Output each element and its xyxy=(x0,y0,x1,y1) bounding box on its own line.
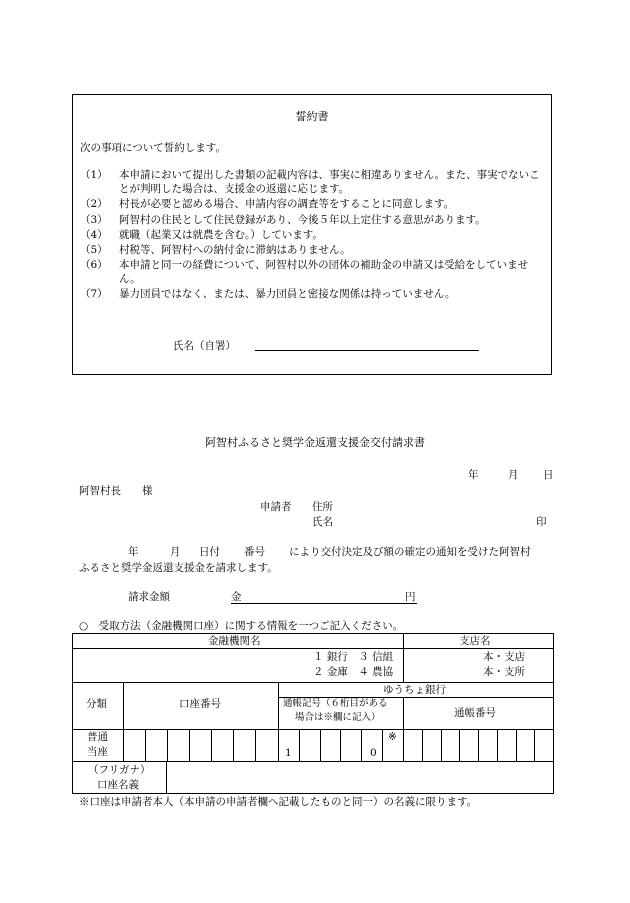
bank-account-table xyxy=(72,633,554,794)
pledge-item xyxy=(80,228,546,242)
address-label: 住所 xyxy=(312,501,333,513)
branch-name-header: 支店名 xyxy=(459,635,491,647)
name-label: 氏名 xyxy=(312,516,333,528)
pledge-item xyxy=(80,243,546,257)
yucho-header: ゆうちょ銀行 xyxy=(383,684,446,696)
pledge-item xyxy=(80,213,546,227)
pledge-item-text: 村税等、阿智村への納付金に滞納はありません。 xyxy=(119,243,351,256)
body-number: 番号 xyxy=(244,546,265,558)
bank-name-header: 金融機関名 xyxy=(208,635,261,647)
pledge-item xyxy=(80,168,546,196)
category-header: 分類 xyxy=(86,698,107,710)
pledge-item-number: （2） xyxy=(80,198,108,211)
branch-type-2[interactable]: 本・支所 xyxy=(483,666,525,678)
passbook-symbol-line2: 場合は※欄に記入） xyxy=(295,712,381,723)
pledge-item-text: 本申請において提出した書類の記載内容は、事実に相違ありません。また、事実でないことが判明した場合は、支援金の返還に応じます。 xyxy=(119,169,540,196)
account-number-header: 口座番号 xyxy=(179,698,221,710)
date-day: 日 xyxy=(543,469,554,481)
pledge-item-number: （1） xyxy=(80,169,108,181)
signature-label: 氏名（自署） xyxy=(173,340,236,352)
receipt-method-note: ○ 受取方法（金融機関口座）に関する情報を一つご記入ください。 xyxy=(79,620,404,632)
holder-input[interactable] xyxy=(167,762,553,794)
body-date: 日付 xyxy=(199,546,220,558)
pledge-item xyxy=(80,287,546,301)
signature-line[interactable] xyxy=(255,350,479,351)
footer-note: ※口座は申請者本人（本申請の申請者欄へ記載したものと同一）の名義に限ります。 xyxy=(79,796,478,808)
passbook-symbol-zero: 0 xyxy=(370,747,377,759)
holder-label: 口座名義 xyxy=(97,779,139,791)
pledge-item-number: （7） xyxy=(80,288,108,301)
applicant-label: 申請者 xyxy=(260,501,292,513)
bank-type-line1[interactable]: １ 銀行 ３ 信組 xyxy=(313,651,394,663)
amount-label: 請求金額 xyxy=(128,591,170,603)
pledge-item xyxy=(80,258,546,286)
seal-mark: 印 xyxy=(536,516,547,528)
pledge-item-number: （6） xyxy=(80,259,108,272)
pledge-item-text: 就職（起業又は就農を含む。）しています。 xyxy=(119,228,323,241)
pledge-item xyxy=(80,197,546,211)
passbook-symbol-first-digit: 1 xyxy=(285,747,292,759)
pledge-intro: 次の事項について誓約します。 xyxy=(80,142,226,154)
pledge-item-number: （4） xyxy=(80,228,108,241)
passbook-number-header: 通帳番号 xyxy=(454,707,496,719)
type-ordinary[interactable]: 普通 xyxy=(87,731,108,743)
body-line2: ふるさと奨学金返還支援金を請求します。 xyxy=(79,562,278,574)
pledge-item-number: （5） xyxy=(80,243,108,256)
pledge-item-number: （3） xyxy=(80,213,108,226)
pledge-item-text: 阿智村の住民として住民登録があり、今後５年以上定住する意思があります。 xyxy=(119,213,486,226)
amount-unit: 円 xyxy=(405,591,416,603)
body-month: 月 xyxy=(170,546,181,558)
bank-type-line2[interactable]: ２ 金庫 ４ 農協 xyxy=(313,666,394,678)
asterisk-mark: ※ xyxy=(388,731,397,743)
addressee: 阿智村長 様 xyxy=(79,485,153,497)
amount-prefix: 金 xyxy=(231,591,242,603)
body-year: 年 xyxy=(128,546,139,558)
pledge-item-text: 村長が必要と認める場合、申請内容の調査等をすることに同意します。 xyxy=(119,198,455,211)
pledge-item-list xyxy=(80,168,546,303)
date-year: 年 xyxy=(468,469,479,481)
pledge-item-text: 暴力団員ではなく、または、暴力団員と密接な関係は持っていません。 xyxy=(119,288,456,301)
amount-input-line[interactable] xyxy=(231,603,417,604)
pledge-title: 誓約書 xyxy=(295,110,329,123)
branch-type-1[interactable]: 本・支店 xyxy=(483,651,525,663)
type-current[interactable]: 当座 xyxy=(87,746,108,758)
passbook-symbol-line1: 通帳記号（６桁目がある xyxy=(283,698,388,709)
pledge-item-text: 本申請と同一の経費について、阿智村以外の団体の補助金の申請又は受給をしていません。 xyxy=(119,259,529,286)
body-line1-rest: により交付決定及び額の確定の通知を受けた阿智村 xyxy=(289,546,531,558)
furigana-label: （フリガナ） xyxy=(88,764,151,776)
pledge-box xyxy=(72,94,552,375)
form-title: 阿智村ふるさと奨学金返還支援金交付請求書 xyxy=(205,436,425,449)
date-month: 月 xyxy=(508,469,519,481)
